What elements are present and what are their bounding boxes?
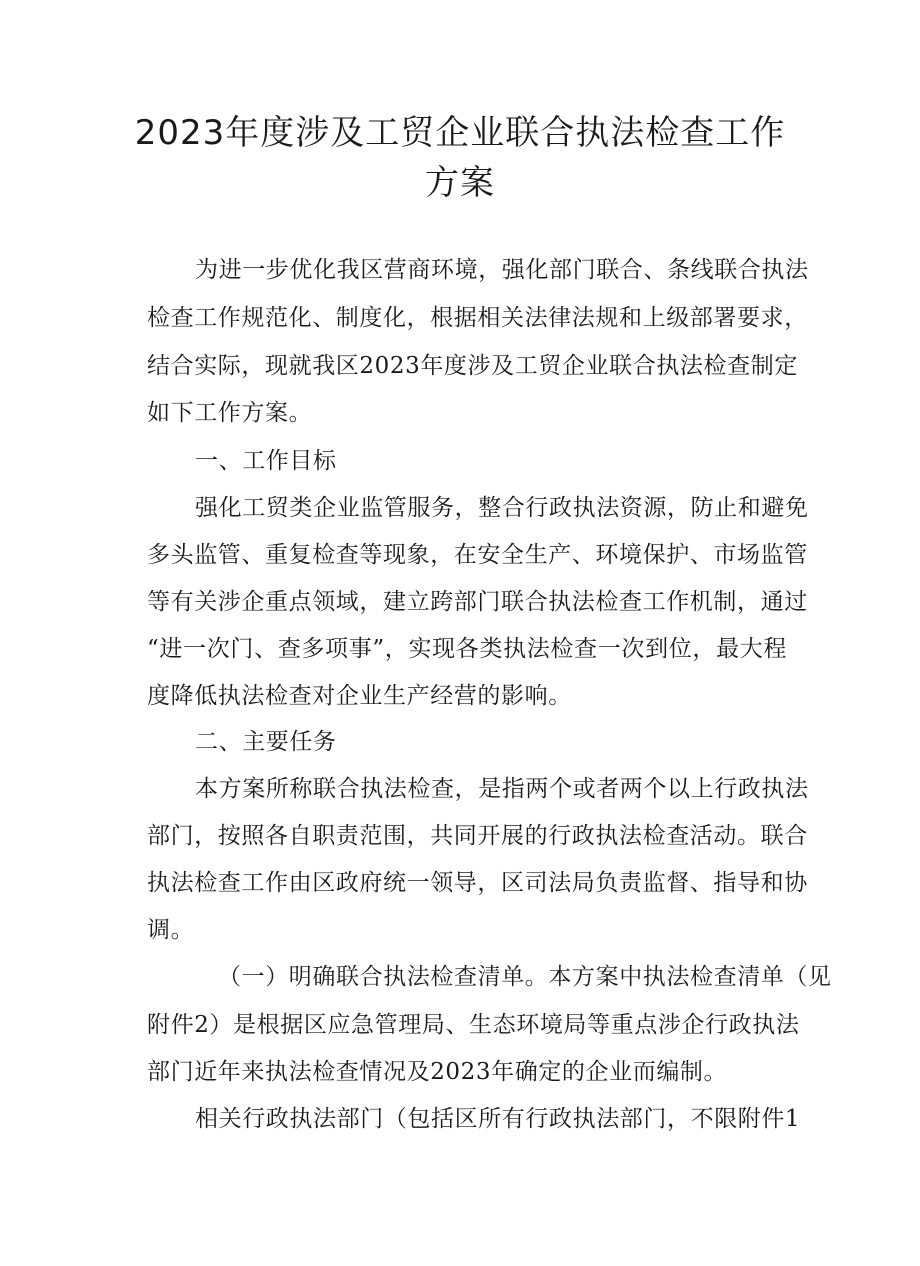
subsection-line: （一）明确联合执法检查清单。本方案中执法检查清单（见	[218, 964, 832, 990]
paragraph-line: 检查工作规范化、制度化，根据相关法律法规和上级部署要求，	[147, 305, 808, 331]
paragraph-line: “进一次门、查多项事”，实现各类执法检查一次到位，最大程	[147, 636, 787, 662]
paragraph-line: 如下工作方案。	[147, 400, 313, 426]
paragraph-line: 度降低执法检查对企业生产经营的影响。	[147, 683, 572, 709]
paragraph-line: 结合实际，现就我区2023年度涉及工贸企业联合执法检查制定	[147, 353, 798, 379]
paragraph-line: 执法检查工作由区政府统一领导，区司法局负责监督、指导和协	[147, 870, 808, 896]
paragraph-line: 部门近年来执法检查情况及2023年确定的企业而编制。	[147, 1059, 728, 1085]
document-title-line1: 2023年度涉及工贸企业联合执法检查工作	[134, 113, 786, 153]
section-heading: 二、主要任务	[195, 729, 337, 755]
paragraph-line: 本方案所称联合执法检查，是指两个或者两个以上行政执法	[195, 776, 809, 802]
paragraph-line: 多头监管、重复检查等现象，在安全生产、环境保护、市场监管	[147, 542, 808, 568]
paragraph-line: 附件2）是根据区应急管理局、生态环境局等重点涉企行政执法	[147, 1012, 800, 1038]
paragraph-line: 相关行政执法部门（包括区所有行政执法部门，不限附件1	[195, 1106, 801, 1132]
paragraph-line: 强化工贸类企业监管服务，整合行政执法资源，防止和避免	[195, 495, 809, 521]
section-heading: 一、工作目标	[195, 448, 337, 474]
paragraph-line: 为进一步优化我区营商环境，强化部门联合、条线联合执法	[195, 257, 809, 283]
paragraph-line: 调。	[147, 917, 195, 943]
paragraph-line: 部门，按照各自职责范围，共同开展的行政执法检查活动。联合	[147, 823, 808, 849]
paragraph-line: 等有关涉企重点领域，建立跨部门联合执法检查工作机制，通过	[147, 589, 808, 615]
document-title-line2: 方案	[425, 163, 495, 203]
